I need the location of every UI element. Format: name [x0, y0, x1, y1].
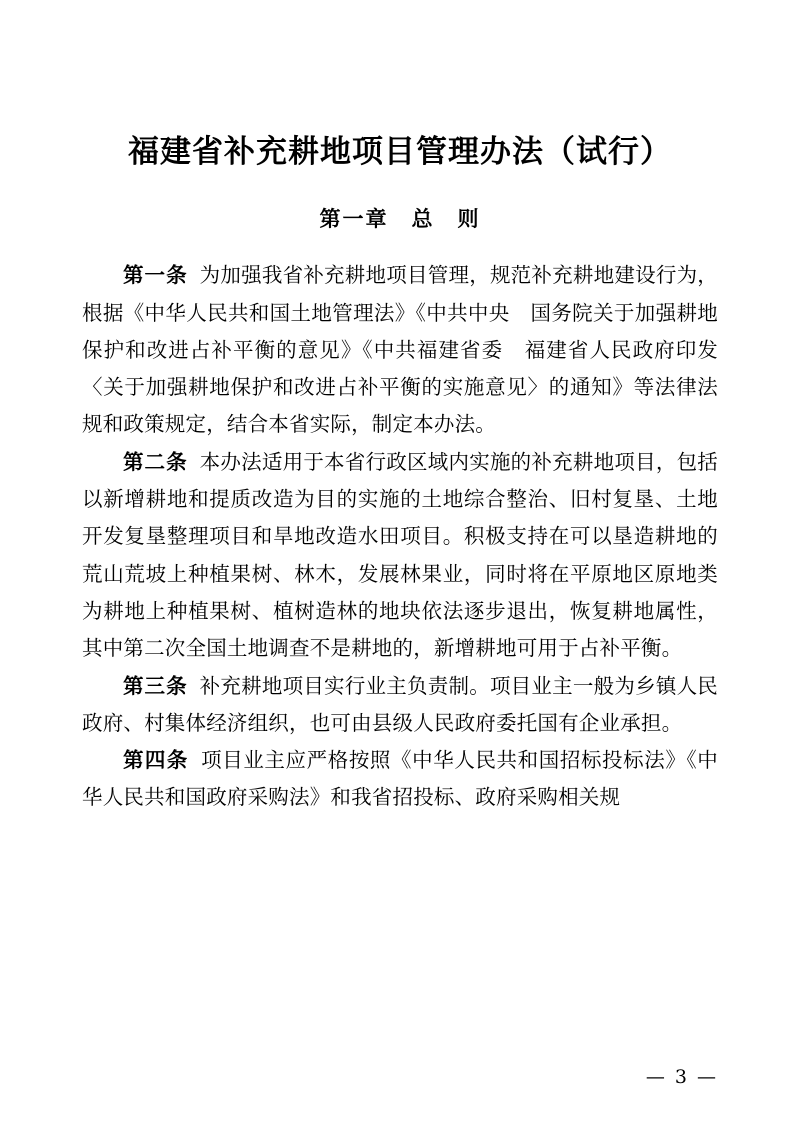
paragraph-3 — [82, 668, 718, 743]
page-number-footer: — 3 — — [645, 1066, 718, 1088]
paragraph-2-text: 本办法适用于本省行政区域内实施的补充耕地项目，包括以新增耕地和提质改造为目的实施的土地综合整治、旧村复垦、土地开发复垦整理项目和旱地改造水田项目。积极支持在可以垦造耕地的荒山荒坡上种植果树、林木，发展林果业，同时将在平原地区原地类为耕地上种植果树、植树造林的地块依法逐步退出，恢复耕地属性，其中第二次全国土地调查不是耕地的，新增耕地可用于占补平衡。 — [82, 449, 719, 661]
paragraph-4 — [82, 742, 718, 817]
paragraph-1 — [82, 257, 718, 443]
paragraph-3-text: 补充耕地项目实行业主负责制。项目业主一般为乡镇人民政府、村集体经济组织，也可由县级人民政府委托国有企业承担。 — [82, 673, 719, 735]
page-title: 福建省补充耕地项目管理办法（试行） — [128, 134, 672, 170]
paragraph-2-lead: 第二条 — [123, 449, 188, 474]
paragraph-1-text: 为加强我省补充耕地项目管理，规范补充耕地建设行为，根据《中华人民共和国土地管理法》《中共中央 国务院关于加强耕地保护和改进占补平衡的意见》《中共福建省委 福建省人民政府印发〈关于加强耕地保护和改进占补平衡的实施意见〉的通知》等法律法规和政策规定，结合本省实际，制定本办法。 — [82, 263, 719, 437]
paragraph-3-lead: 第三条 — [123, 673, 188, 698]
paragraph-4-text: 项目业主应严格按照《中华人民共和国招标投标法》《中华人民共和国政府采购法》和我省招投标、政府采购相关规 — [82, 748, 719, 810]
paragraph-1-lead: 第一条 — [123, 263, 188, 288]
chapter-heading: 第一章 总 则 — [319, 205, 481, 231]
paragraph-4-lead: 第四条 — [123, 748, 189, 773]
paragraph-2 — [82, 444, 718, 668]
document-body — [82, 233, 718, 816]
